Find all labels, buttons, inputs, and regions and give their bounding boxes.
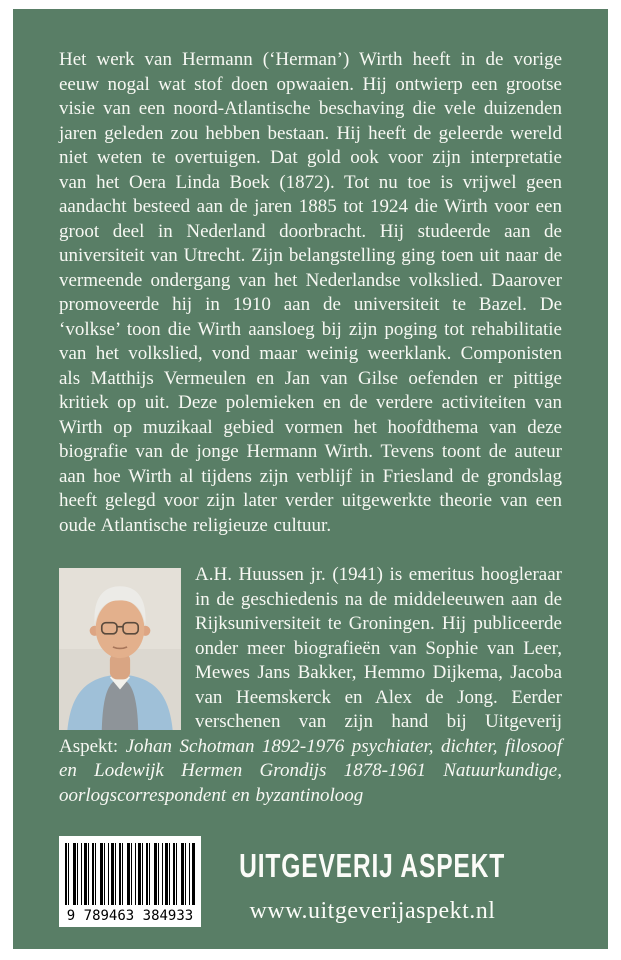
isbn-number: 9 789463 384933 xyxy=(66,908,194,924)
bottom-row xyxy=(59,836,562,927)
author-bio-section xyxy=(59,563,562,808)
book-back-cover xyxy=(13,9,608,949)
author-photo xyxy=(59,568,181,730)
publisher-block xyxy=(201,847,562,927)
author-bio-text: A.H. Huussen jr. (1941) is emeritus hoogleraar in de geschiedenis na de middeleeuwen aan de Rijksuniversiteit te Groningen. Hij publiceerde onder meer biografieën van Sophie van Leer, Mewes Jans Bakker, Hemmo Dijkema, Jacoba van Heemskerck en Alex de Jong. Eerder verschenen van zijn hand bij Uitgeverij Aspekt: xyxy=(59,564,562,757)
author-book-titles: Johan Schotman 1892-1976 psychiater, dichter, filosoof en Lodewijk Hermen Grondijs 1878-1961 Natuurkundige, oorlogscorrespondent en byzantinoloog xyxy=(59,735,562,806)
publisher-logo: UITGEVERIJ ASPEKT xyxy=(239,847,506,885)
publisher-website: www.uitgeverijaspekt.nl xyxy=(249,898,496,924)
barcode-bars-icon xyxy=(65,843,195,905)
synopsis-text: Het werk van Hermann (‘Herman’) Wirth heeft in de vorige eeuw nogal wat stof doen opwaaien. Hij ontwierp een grootse visie van een noord-Atlantische beschaving die vele duizenden jaren geleden zou hebben bestaan. Hij heeft de geleerde wereld niet weten te overtuigen. Dat gold ook voor zijn interpretatie van het Oera Linda Boek (1872). Tot nu toe is vrijwel geen aandacht besteed aan de jaren 1885 tot 1924 die Wirth voor een groot deel in Nederland doorbracht. Hij studeerde aan de universiteit van Utrecht. Zijn belangstelling ging toen uit naar de vermeende ondergang van het Nederlandse volkslied. Daarover promoveerde hij in 1910 aan de universiteit te Bazel. De ‘volkse’ toon die Wirth aansloeg bij zijn poging tot rehabilitatie van het volkslied, vond maar weinig weerklank. Componisten als Matthijs Vermeulen en Jan van Gilse oefenden er pittige kritiek op uit. Deze polemieken en de verdere activiteiten van Wirth op muzikaal gebied vormen het hoofdthema van deze biografie van de jonge Hermann Wirth. Tevens toont de auteur aan hoe Wirth al tijdens zijn verblijf in Friesland de grondslag heeft gelegd voor zijn later verder uitgewerkte theorie van een oude Atlantische religieuze cultuur. xyxy=(59,49,562,536)
barcode xyxy=(59,836,201,927)
author-portrait-illustration xyxy=(59,568,181,730)
